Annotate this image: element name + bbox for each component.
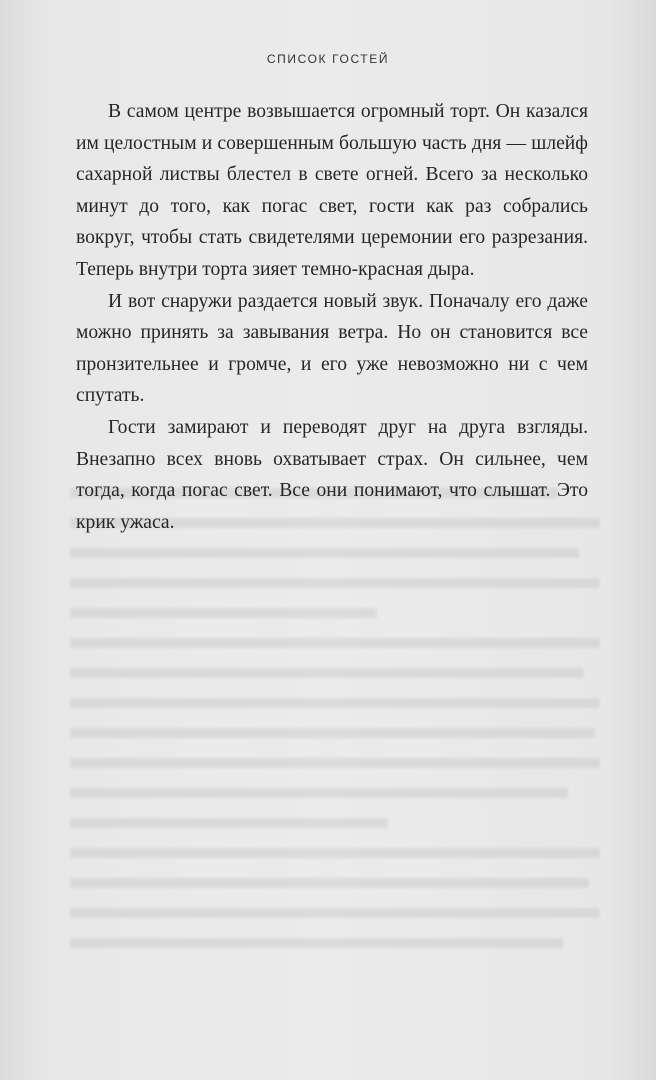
body-text (76, 96, 588, 538)
running-header: СПИСОК ГОСТЕЙ (266, 52, 390, 66)
show-through-text (70, 488, 600, 968)
paragraph-2: И вот снаружи раздается новый звук. Поначалу его даже можно принять за завывания ветра. Но он становится все пронзительнее и громче, и его уже невозможно ни с чем спутать. (76, 290, 588, 407)
paragraph-1: В самом центре возвышается огромный торт. Он казался им целостным и совершенным большую часть дня — шлейф сахарной листвы блестел в свете огней. Всего за несколько минут до того, как погас свет, гости как раз собрались вокруг, чтобы стать свидетелями церемонии его разрезания. Теперь внутри торта зияет темно-красная дыра. (76, 101, 588, 280)
paragraph-3: Гости замирают и переводят друг на друга взгляды. Внезапно всех вновь охватывает страх. Он сильнее, чем тогда, когда погас свет. Все они понимают, что слышат. Это крик ужаса. (76, 416, 588, 533)
